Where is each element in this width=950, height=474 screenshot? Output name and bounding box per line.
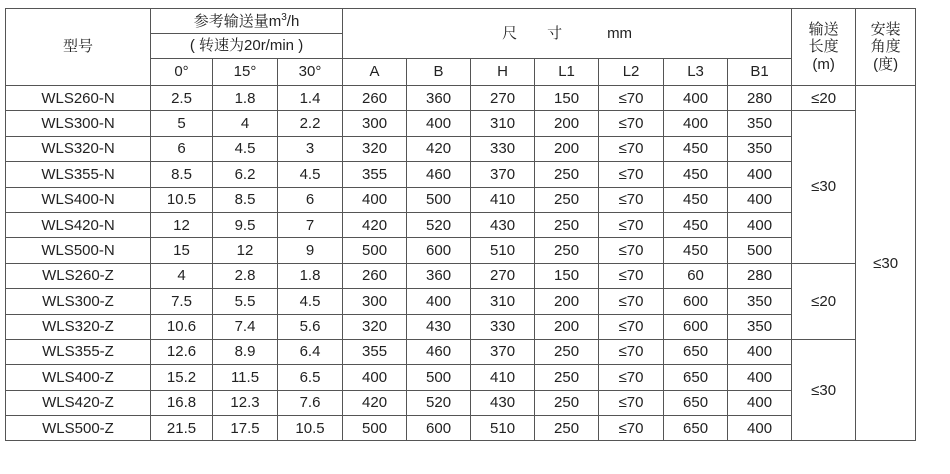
table-row [6, 238, 916, 263]
cell-dim-b1: 350 [728, 136, 792, 161]
cell-model: WLS320-N [6, 136, 151, 161]
cell-flow-30: 7.6 [278, 390, 343, 415]
cell-flow-0: 5 [151, 111, 213, 136]
cell-dim-l1: 250 [535, 365, 599, 390]
cell-flow-0: 10.6 [151, 314, 213, 339]
header-dim-l2: L2 [599, 59, 664, 86]
cell-model: WLS300-N [6, 111, 151, 136]
cell-dim-l2: ≤70 [599, 162, 664, 187]
cell-dim-b1: 400 [728, 416, 792, 441]
cell-dim-b: 600 [407, 416, 471, 441]
cell-dim-l2: ≤70 [599, 187, 664, 212]
table-row [6, 314, 916, 339]
cell-dim-l2: ≤70 [599, 339, 664, 364]
cell-dim-h: 370 [471, 162, 535, 187]
cell-model: WLS260-N [6, 86, 151, 111]
header-angle-15: 15° [213, 59, 278, 86]
cell-dim-b: 400 [407, 111, 471, 136]
header-flow-subtitle: ( 转速为20r/min ) [151, 34, 343, 59]
cell-dim-l1: 250 [535, 416, 599, 441]
cell-dim-a: 320 [343, 136, 407, 161]
table-row [6, 365, 916, 390]
cell-dim-h: 310 [471, 289, 535, 314]
cell-flow-0: 16.8 [151, 390, 213, 415]
cell-dim-b1: 280 [728, 86, 792, 111]
cell-dim-b1: 400 [728, 162, 792, 187]
cell-flow-30: 7 [278, 212, 343, 237]
cell-dim-l3: 450 [664, 136, 728, 161]
cell-dim-l3: 450 [664, 187, 728, 212]
cell-model: WLS420-Z [6, 390, 151, 415]
cell-flow-30: 9 [278, 238, 343, 263]
cell-dim-l2: ≤70 [599, 238, 664, 263]
cell-dim-b1: 400 [728, 187, 792, 212]
header-flow [151, 9, 343, 34]
cell-dim-l2: ≤70 [599, 314, 664, 339]
cell-dim-b: 520 [407, 390, 471, 415]
cell-dim-l3: 650 [664, 390, 728, 415]
cell-flow-30: 6 [278, 187, 343, 212]
table-row [6, 212, 916, 237]
cell-flow-30: 6.5 [278, 365, 343, 390]
cell-flow-15: 4 [213, 111, 278, 136]
cell-flow-30: 4.5 [278, 289, 343, 314]
cell-dim-l2: ≤70 [599, 86, 664, 111]
cell-flow-15: 7.4 [213, 314, 278, 339]
cell-dim-b: 360 [407, 86, 471, 111]
table-row [6, 289, 916, 314]
cell-model: WLS320-Z [6, 314, 151, 339]
cell-flow-15: 8.5 [213, 187, 278, 212]
cell-dim-l3: 650 [664, 416, 728, 441]
cell-flow-15: 8.9 [213, 339, 278, 364]
cell-dim-a: 355 [343, 339, 407, 364]
cell-dim-l1: 250 [535, 390, 599, 415]
cell-flow-0: 2.5 [151, 86, 213, 111]
cell-flow-15: 9.5 [213, 212, 278, 237]
header-dim-b: B [407, 59, 471, 86]
table-row [6, 187, 916, 212]
cell-dim-l1: 200 [535, 111, 599, 136]
cell-dim-h: 330 [471, 314, 535, 339]
cell-dim-b1: 400 [728, 339, 792, 364]
cell-dim-l1: 150 [535, 86, 599, 111]
cell-dim-l1: 250 [535, 339, 599, 364]
table-row [6, 416, 916, 441]
cell-model: WLS500-N [6, 238, 151, 263]
table-body [6, 86, 916, 441]
cell-flow-0: 12 [151, 212, 213, 237]
cell-length-group: ≤20 [792, 263, 856, 339]
cell-flow-30: 10.5 [278, 416, 343, 441]
cell-dim-h: 270 [471, 86, 535, 111]
table-row [6, 339, 916, 364]
cell-dim-l1: 250 [535, 162, 599, 187]
cell-dim-a: 300 [343, 289, 407, 314]
table-row [6, 111, 916, 136]
header-dim-l1: L1 [535, 59, 599, 86]
cell-flow-15: 1.8 [213, 86, 278, 111]
cell-dim-b: 500 [407, 187, 471, 212]
cell-dim-b1: 350 [728, 111, 792, 136]
cell-dim-b: 360 [407, 263, 471, 288]
cell-flow-0: 21.5 [151, 416, 213, 441]
cell-flow-15: 6.2 [213, 162, 278, 187]
cell-flow-15: 2.8 [213, 263, 278, 288]
cell-model: WLS500-Z [6, 416, 151, 441]
cell-flow-15: 17.5 [213, 416, 278, 441]
cell-dim-l3: 450 [664, 162, 728, 187]
cell-dim-b1: 400 [728, 390, 792, 415]
header-flow-suffix: /h [286, 12, 300, 30]
cell-flow-30: 4.5 [278, 162, 343, 187]
cell-dim-l3: 60 [664, 263, 728, 288]
cell-dim-b1: 350 [728, 289, 792, 314]
cell-model: WLS355-Z [6, 339, 151, 364]
cell-flow-30: 1.4 [278, 86, 343, 111]
cell-dim-h: 410 [471, 187, 535, 212]
cell-flow-0: 4 [151, 263, 213, 288]
cell-flow-0: 8.5 [151, 162, 213, 187]
header-dim-a: A [343, 59, 407, 86]
cell-dim-b1: 500 [728, 238, 792, 263]
cell-dim-a: 500 [343, 238, 407, 263]
cell-flow-15: 11.5 [213, 365, 278, 390]
cell-dim-b1: 400 [728, 365, 792, 390]
cell-dim-l3: 650 [664, 339, 728, 364]
cell-dim-b: 460 [407, 162, 471, 187]
cell-length-group: ≤20 [792, 86, 856, 111]
cell-dim-a: 420 [343, 390, 407, 415]
cell-flow-30: 2.2 [278, 111, 343, 136]
cell-flow-0: 7.5 [151, 289, 213, 314]
cell-dim-l2: ≤70 [599, 289, 664, 314]
table-row [6, 136, 916, 161]
header-length: 输送 长度 (m) [792, 9, 856, 86]
cell-flow-0: 6 [151, 136, 213, 161]
cell-dim-l1: 150 [535, 263, 599, 288]
cell-flow-30: 3 [278, 136, 343, 161]
cell-flow-30: 6.4 [278, 339, 343, 364]
cell-dim-h: 510 [471, 416, 535, 441]
cell-dim-a: 260 [343, 263, 407, 288]
cell-dim-l2: ≤70 [599, 263, 664, 288]
header-model: 型号 [6, 9, 151, 86]
table-row [6, 86, 916, 111]
cell-dim-a: 260 [343, 86, 407, 111]
cell-dim-l3: 400 [664, 111, 728, 136]
cell-flow-15: 12.3 [213, 390, 278, 415]
cell-dim-l1: 250 [535, 238, 599, 263]
cell-dim-b: 600 [407, 238, 471, 263]
cell-dim-h: 410 [471, 365, 535, 390]
cell-dim-h: 310 [471, 111, 535, 136]
cell-dim-l1: 200 [535, 314, 599, 339]
cell-dim-l2: ≤70 [599, 212, 664, 237]
cell-model: WLS355-N [6, 162, 151, 187]
cell-dim-l3: 450 [664, 238, 728, 263]
cell-dim-l3: 600 [664, 289, 728, 314]
cell-flow-0: 10.5 [151, 187, 213, 212]
table-row [6, 263, 916, 288]
cell-length-group: ≤30 [792, 339, 856, 441]
cell-model: WLS260-Z [6, 263, 151, 288]
cell-dim-h: 270 [471, 263, 535, 288]
cell-dim-a: 400 [343, 187, 407, 212]
header-dim-b1: B1 [728, 59, 792, 86]
cell-dim-l3: 400 [664, 86, 728, 111]
cell-flow-0: 12.6 [151, 339, 213, 364]
cell-dim-b: 520 [407, 212, 471, 237]
cell-dim-l3: 450 [664, 212, 728, 237]
cell-dim-l2: ≤70 [599, 390, 664, 415]
spec-table [5, 8, 916, 441]
cell-dim-l2: ≤70 [599, 111, 664, 136]
cell-model: WLS400-N [6, 187, 151, 212]
cell-dim-b1: 400 [728, 212, 792, 237]
cell-dim-l3: 600 [664, 314, 728, 339]
cell-dim-b: 400 [407, 289, 471, 314]
cell-dim-l1: 250 [535, 212, 599, 237]
cell-flow-15: 12 [213, 238, 278, 263]
cell-dim-b: 500 [407, 365, 471, 390]
cell-dim-l2: ≤70 [599, 136, 664, 161]
cell-flow-0: 15 [151, 238, 213, 263]
cell-dim-a: 400 [343, 365, 407, 390]
cell-dim-a: 500 [343, 416, 407, 441]
cell-dim-b1: 350 [728, 314, 792, 339]
cell-dim-a: 420 [343, 212, 407, 237]
table-row [6, 390, 916, 415]
cell-dim-b: 460 [407, 339, 471, 364]
cell-dim-h: 430 [471, 212, 535, 237]
cell-dim-l2: ≤70 [599, 365, 664, 390]
header-dimensions: 尺 寸 mm [343, 9, 792, 59]
cell-model: WLS400-Z [6, 365, 151, 390]
cell-flow-15: 5.5 [213, 289, 278, 314]
cell-dim-l3: 650 [664, 365, 728, 390]
cell-dim-a: 300 [343, 111, 407, 136]
cell-angle: ≤30 [856, 86, 916, 441]
cell-dim-b: 430 [407, 314, 471, 339]
cell-dim-a: 320 [343, 314, 407, 339]
cell-length-group: ≤30 [792, 111, 856, 263]
cell-model: WLS420-N [6, 212, 151, 237]
cell-model: WLS300-Z [6, 289, 151, 314]
cell-dim-l1: 200 [535, 289, 599, 314]
cell-dim-a: 355 [343, 162, 407, 187]
header-dim-h: H [471, 59, 535, 86]
cell-dim-h: 370 [471, 339, 535, 364]
table-row [6, 162, 916, 187]
cell-dim-b: 420 [407, 136, 471, 161]
cell-dim-h: 330 [471, 136, 535, 161]
cell-dim-h: 430 [471, 390, 535, 415]
cell-flow-15: 4.5 [213, 136, 278, 161]
cell-flow-0: 15.2 [151, 365, 213, 390]
cell-dim-l1: 250 [535, 187, 599, 212]
cell-dim-b1: 280 [728, 263, 792, 288]
cell-dim-l2: ≤70 [599, 416, 664, 441]
header-angle-0: 0° [151, 59, 213, 86]
header-dim-l3: L3 [664, 59, 728, 86]
cell-flow-30: 5.6 [278, 314, 343, 339]
cell-flow-30: 1.8 [278, 263, 343, 288]
header-angle: 安装 角度 (度) [856, 9, 916, 86]
header-flow-prefix: 参考输送量m [193, 12, 282, 30]
header-angle-30: 30° [278, 59, 343, 86]
cell-dim-h: 510 [471, 238, 535, 263]
header-flow-sup: 3 [281, 11, 287, 23]
cell-dim-l1: 200 [535, 136, 599, 161]
